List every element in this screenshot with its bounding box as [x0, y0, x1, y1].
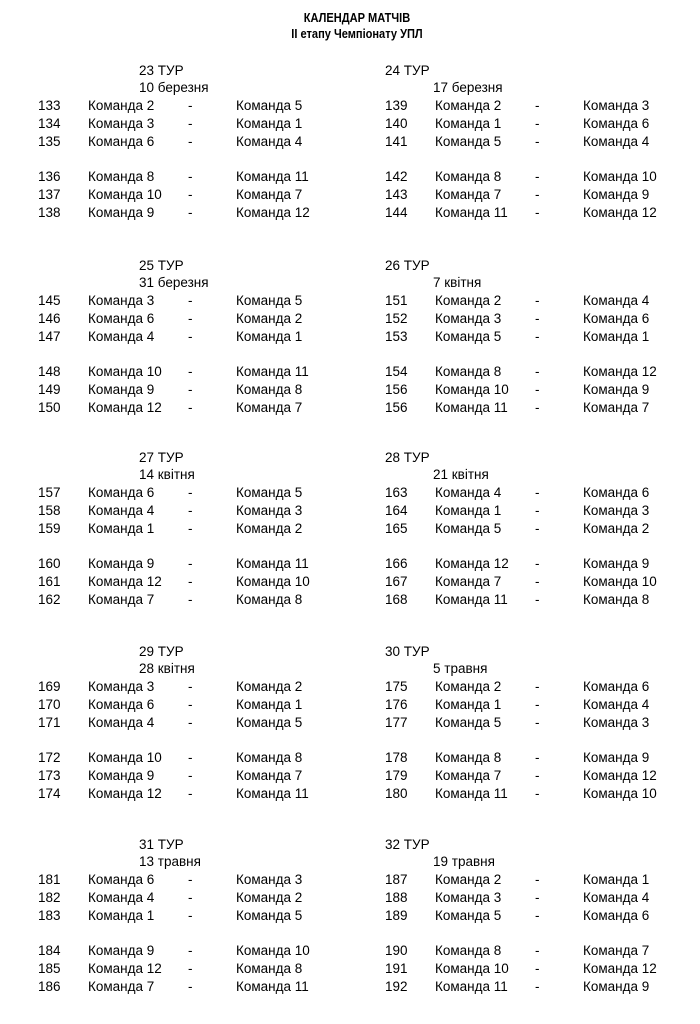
home-team: Команда 11: [435, 205, 508, 220]
home-team: Команда 8: [435, 750, 502, 766]
round-date: 5 травня: [433, 661, 488, 676]
match-separator: -: [535, 574, 540, 590]
match-separator: -: [535, 169, 540, 185]
round-label: 29 ТУР: [139, 644, 184, 659]
match-separator: -: [188, 187, 193, 203]
match-separator: -: [535, 364, 540, 380]
away-team: Команда 11: [236, 979, 309, 994]
round-date: 31 березня: [139, 275, 209, 290]
round-label: 23 ТУР: [139, 63, 184, 78]
round-label: 32 ТУР: [385, 837, 430, 852]
match-separator: -: [188, 98, 193, 113]
round-label: 26 ТУР: [385, 258, 430, 273]
match-separator: -: [188, 750, 193, 766]
match-number: 158: [38, 502, 61, 518]
match-number: 147: [38, 328, 61, 344]
away-team: Команда 1: [236, 696, 303, 712]
home-team: Команда 2: [435, 293, 502, 308]
home-team: Команда 12: [435, 556, 509, 572]
away-team: Команда 2: [236, 679, 303, 694]
away-team: Команда 6: [583, 485, 650, 500]
home-team: Команда 3: [88, 679, 155, 694]
match-number: 150: [38, 400, 61, 415]
match-number: 190: [385, 943, 408, 959]
home-team: Команда 11: [435, 979, 508, 994]
match-number: 148: [38, 364, 61, 380]
away-team: Команда 5: [236, 293, 303, 308]
match-number: 170: [38, 696, 61, 712]
match-number: 172: [38, 750, 61, 766]
home-team: Команда 3: [88, 115, 155, 131]
home-team: Команда 9: [88, 205, 155, 220]
away-team: Команда 11: [236, 169, 309, 185]
home-team: Команда 6: [88, 133, 155, 149]
round-label: 24 ТУР: [385, 63, 430, 78]
match-number: 143: [385, 187, 408, 203]
home-team: Команда 4: [435, 485, 502, 500]
match-number: 153: [385, 328, 408, 344]
away-team: Команда 7: [583, 400, 650, 415]
home-team: Команда 9: [88, 943, 155, 959]
match-separator: -: [535, 714, 540, 730]
match-number: 156: [385, 382, 408, 398]
round-label: 31 ТУР: [139, 837, 184, 852]
away-team: Команда 12: [583, 768, 657, 784]
match-separator: -: [535, 98, 540, 113]
away-team: Команда 12: [583, 364, 657, 380]
away-team: Команда 6: [583, 310, 650, 326]
match-number: 167: [385, 574, 408, 590]
home-team: Команда 10: [88, 187, 162, 203]
away-team: Команда 12: [583, 205, 657, 220]
match-number: 173: [38, 768, 61, 784]
away-team: Команда 9: [583, 750, 650, 766]
home-team: Команда 5: [435, 328, 502, 344]
home-team: Команда 11: [435, 592, 508, 607]
match-number: 138: [38, 205, 61, 220]
home-team: Команда 2: [435, 98, 502, 113]
away-team: Команда 5: [236, 485, 303, 500]
away-team: Команда 7: [583, 943, 650, 959]
match-separator: -: [535, 679, 540, 694]
match-number: 183: [38, 907, 61, 923]
match-separator: -: [535, 187, 540, 203]
home-team: Команда 1: [88, 907, 155, 923]
match-separator: -: [188, 979, 193, 994]
match-number: 163: [385, 485, 408, 500]
match-separator: -: [188, 907, 193, 923]
match-number: 175: [385, 679, 408, 694]
home-team: Команда 4: [88, 714, 155, 730]
away-team: Команда 5: [236, 714, 303, 730]
round-date: 19 травня: [433, 854, 495, 869]
match-separator: -: [535, 400, 540, 415]
match-number: 181: [38, 872, 61, 887]
home-team: Команда 12: [88, 574, 162, 590]
match-separator: -: [188, 714, 193, 730]
home-team: Команда 8: [88, 169, 155, 185]
home-team: Команда 10: [88, 364, 162, 380]
away-team: Команда 11: [236, 364, 309, 380]
match-separator: -: [535, 556, 540, 572]
away-team: Команда 3: [236, 502, 303, 518]
match-separator: -: [535, 943, 540, 959]
home-team: Команда 3: [435, 310, 502, 326]
home-team: Команда 4: [88, 889, 155, 905]
away-team: Команда 1: [236, 115, 303, 131]
home-team: Команда 7: [88, 979, 155, 994]
match-separator: -: [535, 979, 540, 994]
away-team: Команда 6: [583, 679, 650, 694]
home-team: Команда 8: [435, 364, 502, 380]
away-team: Команда 5: [236, 98, 303, 113]
away-team: Команда 1: [236, 328, 303, 344]
match-separator: -: [535, 520, 540, 536]
round-date: 14 квітня: [139, 467, 195, 482]
match-separator: -: [188, 768, 193, 784]
match-number: 160: [38, 556, 61, 572]
match-number: 171: [38, 714, 61, 730]
match-number: 166: [385, 556, 408, 572]
away-team: Команда 10: [236, 943, 310, 959]
page-title: КАЛЕНДАР МАТЧІВ: [303, 10, 411, 25]
away-team: Команда 4: [583, 889, 650, 905]
away-team: Команда 12: [236, 205, 310, 220]
away-team: Команда 2: [236, 520, 303, 536]
match-number: 135: [38, 133, 61, 149]
away-team: Команда 9: [583, 979, 650, 994]
away-team: Команда 3: [236, 872, 303, 887]
match-separator: -: [535, 768, 540, 784]
home-team: Команда 6: [88, 485, 155, 500]
match-number: 157: [38, 485, 61, 500]
away-team: Команда 7: [236, 400, 303, 415]
match-number: 140: [385, 115, 408, 131]
home-team: Команда 9: [88, 556, 155, 572]
away-team: Команда 12: [583, 961, 657, 977]
match-separator: -: [535, 502, 540, 518]
away-team: Команда 11: [236, 786, 309, 801]
away-team: Команда 8: [583, 592, 650, 607]
match-separator: -: [535, 382, 540, 398]
match-separator: -: [188, 364, 193, 380]
match-number: 162: [38, 592, 61, 607]
home-team: Команда 6: [88, 696, 155, 712]
round-date: 17 березня: [433, 80, 503, 95]
match-separator: -: [535, 786, 540, 801]
home-team: Команда 10: [435, 961, 509, 977]
match-separator: -: [188, 556, 193, 572]
match-separator: -: [535, 889, 540, 905]
match-number: 141: [385, 133, 408, 149]
match-separator: -: [188, 205, 193, 220]
away-team: Команда 2: [236, 889, 303, 905]
match-number: 136: [38, 169, 61, 185]
home-team: Команда 6: [88, 872, 155, 887]
match-separator: -: [188, 872, 193, 887]
home-team: Команда 7: [435, 768, 502, 784]
home-team: Команда 4: [88, 328, 155, 344]
match-separator: -: [535, 205, 540, 220]
home-team: Команда 7: [435, 187, 502, 203]
home-team: Команда 1: [435, 696, 502, 712]
match-separator: -: [188, 115, 193, 131]
match-number: 174: [38, 786, 61, 801]
away-team: Команда 9: [583, 382, 650, 398]
home-team: Команда 8: [435, 943, 502, 959]
match-separator: -: [188, 502, 193, 518]
match-number: 178: [385, 750, 408, 766]
match-number: 142: [385, 169, 408, 185]
round-label: 30 ТУР: [385, 644, 430, 659]
away-team: Команда 9: [583, 556, 650, 572]
match-separator: -: [188, 679, 193, 694]
away-team: Команда 4: [583, 696, 650, 712]
match-number: 145: [38, 293, 61, 308]
home-team: Команда 5: [435, 133, 502, 149]
away-team: Команда 7: [236, 187, 303, 203]
match-separator: -: [188, 310, 193, 326]
away-team: Команда 8: [236, 750, 303, 766]
away-team: Команда 10: [583, 786, 657, 801]
match-separator: -: [188, 696, 193, 712]
match-number: 133: [38, 98, 61, 113]
match-number: 156: [385, 400, 408, 415]
match-number: 151: [385, 293, 408, 308]
home-team: Команда 11: [435, 400, 508, 415]
home-team: Команда 2: [88, 98, 155, 113]
away-team: Команда 3: [583, 714, 650, 730]
match-separator: -: [188, 592, 193, 607]
page-subtitle: ІІ етапу Чемпіонату УПЛ: [291, 26, 423, 41]
round-date: 13 травня: [139, 854, 201, 869]
home-team: Команда 2: [435, 872, 502, 887]
match-separator: -: [188, 400, 193, 415]
home-team: Команда 3: [88, 293, 155, 308]
away-team: Команда 10: [583, 169, 657, 185]
match-number: 168: [385, 592, 408, 607]
match-separator: -: [188, 133, 193, 149]
away-team: Команда 11: [236, 556, 309, 572]
round-label: 28 ТУР: [385, 450, 430, 465]
away-team: Команда 7: [236, 768, 303, 784]
home-team: Команда 5: [435, 520, 502, 536]
match-number: 189: [385, 907, 408, 923]
away-team: Команда 8: [236, 961, 303, 977]
match-number: 176: [385, 696, 408, 712]
match-separator: -: [188, 485, 193, 500]
home-team: Команда 12: [88, 786, 162, 801]
match-separator: -: [188, 961, 193, 977]
match-number: 154: [385, 364, 408, 380]
match-number: 152: [385, 310, 408, 326]
match-number: 191: [385, 961, 408, 977]
match-separator: -: [188, 169, 193, 185]
match-separator: -: [535, 907, 540, 923]
away-team: Команда 1: [583, 328, 650, 344]
match-number: 192: [385, 979, 408, 994]
match-number: 182: [38, 889, 61, 905]
home-team: Команда 12: [88, 400, 162, 415]
home-team: Команда 10: [88, 750, 162, 766]
match-number: 134: [38, 115, 61, 131]
match-separator: -: [535, 293, 540, 308]
home-team: Команда 4: [88, 502, 155, 518]
home-team: Команда 1: [435, 115, 502, 131]
round-date: 28 квітня: [139, 661, 195, 676]
away-team: Команда 2: [236, 310, 303, 326]
home-team: Команда 1: [435, 502, 502, 518]
match-separator: -: [535, 961, 540, 977]
match-separator: -: [188, 328, 193, 344]
match-number: 137: [38, 187, 61, 203]
match-number: 144: [385, 205, 408, 220]
match-separator: -: [188, 382, 193, 398]
home-team: Команда 11: [435, 786, 508, 801]
away-team: Команда 4: [583, 293, 650, 308]
round-label: 25 ТУР: [139, 258, 184, 273]
match-number: 180: [385, 786, 408, 801]
home-team: Команда 12: [88, 961, 162, 977]
home-team: Команда 6: [88, 310, 155, 326]
away-team: Команда 1: [583, 872, 650, 887]
away-team: Команда 8: [236, 592, 303, 607]
match-number: 149: [38, 382, 61, 398]
home-team: Команда 5: [435, 714, 502, 730]
match-separator: -: [188, 943, 193, 959]
match-separator: -: [188, 889, 193, 905]
match-separator: -: [535, 592, 540, 607]
match-number: 177: [385, 714, 408, 730]
away-team: Команда 3: [583, 502, 650, 518]
match-number: 164: [385, 502, 408, 518]
round-label: 27 ТУР: [139, 450, 184, 465]
away-team: Команда 10: [583, 574, 657, 590]
home-team: Команда 9: [88, 768, 155, 784]
away-team: Команда 2: [583, 520, 650, 536]
match-separator: -: [535, 133, 540, 149]
away-team: Команда 5: [236, 907, 303, 923]
match-number: 161: [38, 574, 61, 590]
match-number: 179: [385, 768, 408, 784]
match-separator: -: [188, 293, 193, 308]
away-team: Команда 3: [583, 98, 650, 113]
match-separator: -: [535, 485, 540, 500]
round-date: 21 квітня: [433, 467, 489, 482]
match-number: 184: [38, 943, 61, 959]
home-team: Команда 9: [88, 382, 155, 398]
away-team: Команда 6: [583, 907, 650, 923]
away-team: Команда 4: [236, 133, 303, 149]
away-team: Команда 6: [583, 115, 650, 131]
match-number: 139: [385, 98, 408, 113]
home-team: Команда 10: [435, 382, 509, 398]
away-team: Команда 8: [236, 382, 303, 398]
away-team: Команда 10: [236, 574, 310, 590]
match-separator: -: [535, 310, 540, 326]
match-separator: -: [188, 574, 193, 590]
home-team: Команда 2: [435, 679, 502, 694]
match-number: 187: [385, 872, 408, 887]
match-number: 146: [38, 310, 61, 326]
match-separator: -: [188, 520, 193, 536]
match-separator: -: [535, 115, 540, 131]
match-number: 188: [385, 889, 408, 905]
home-team: Команда 1: [88, 520, 155, 536]
match-number: 186: [38, 979, 61, 994]
match-number: 185: [38, 961, 61, 977]
match-number: 165: [385, 520, 408, 536]
match-separator: -: [535, 750, 540, 766]
match-separator: -: [535, 696, 540, 712]
away-team: Команда 9: [583, 187, 650, 203]
home-team: Команда 7: [435, 574, 502, 590]
match-separator: -: [535, 328, 540, 344]
home-team: Команда 8: [435, 169, 502, 185]
home-team: Команда 3: [435, 889, 502, 905]
round-date: 10 березня: [139, 80, 209, 95]
match-number: 159: [38, 520, 61, 536]
home-team: Команда 5: [435, 907, 502, 923]
round-date: 7 квітня: [433, 275, 482, 290]
match-separator: -: [188, 786, 193, 801]
home-team: Команда 7: [88, 592, 155, 607]
match-number: 169: [38, 679, 61, 694]
away-team: Команда 4: [583, 133, 650, 149]
match-separator: -: [535, 872, 540, 887]
